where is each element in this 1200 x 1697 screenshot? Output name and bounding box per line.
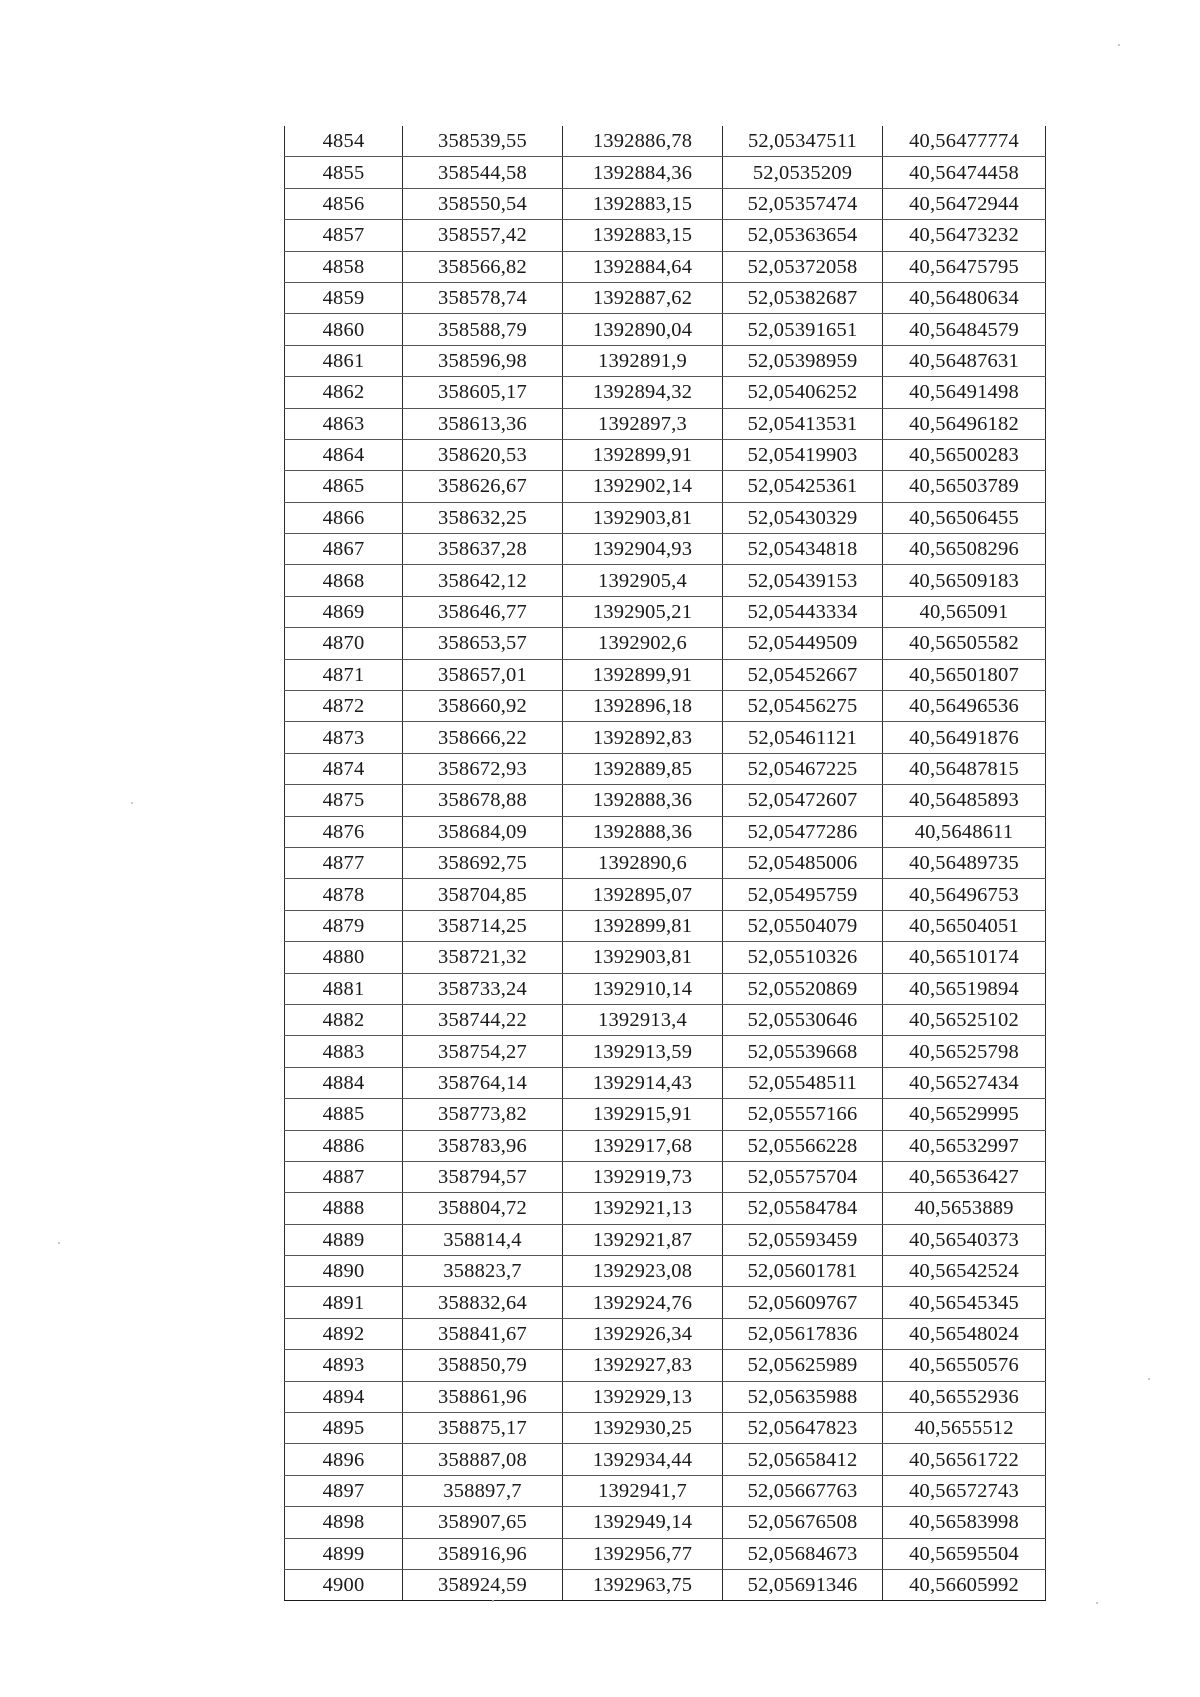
cell-point-number: 4888 xyxy=(285,1193,403,1224)
cell-coord-y: 1392895,07 xyxy=(563,879,723,910)
table-row xyxy=(285,1318,1046,1349)
cell-latitude: 52,05495759 xyxy=(723,879,883,910)
cell-coord-x: 358653,57 xyxy=(403,628,563,659)
cell-coord-y: 1392883,15 xyxy=(563,220,723,251)
table-row xyxy=(285,282,1046,313)
cell-longitude: 40,56510174 xyxy=(883,942,1046,973)
table-row xyxy=(285,596,1046,627)
cell-coord-x: 358814,4 xyxy=(403,1224,563,1255)
cell-coord-y: 1392887,62 xyxy=(563,282,723,313)
cell-latitude: 52,05406252 xyxy=(723,377,883,408)
cell-longitude: 40,56501807 xyxy=(883,659,1046,690)
table-row xyxy=(285,942,1046,973)
cell-point-number: 4900 xyxy=(285,1569,403,1600)
cell-coord-x: 358550,54 xyxy=(403,188,563,219)
table-row xyxy=(285,910,1046,941)
cell-latitude: 52,05601781 xyxy=(723,1256,883,1287)
table-row xyxy=(285,1004,1046,1035)
table-row xyxy=(285,502,1046,533)
cell-coord-y: 1392903,81 xyxy=(563,942,723,973)
cell-coord-x: 358794,57 xyxy=(403,1161,563,1192)
cell-point-number: 4880 xyxy=(285,942,403,973)
cell-longitude: 40,56525798 xyxy=(883,1036,1046,1067)
cell-longitude: 40,56536427 xyxy=(883,1161,1046,1192)
cell-longitude: 40,56504051 xyxy=(883,910,1046,941)
cell-longitude: 40,5655512 xyxy=(883,1413,1046,1444)
table-row xyxy=(285,659,1046,690)
cell-longitude: 40,56503789 xyxy=(883,471,1046,502)
scan-speck xyxy=(1096,1602,1098,1604)
cell-latitude: 52,05584784 xyxy=(723,1193,883,1224)
cell-coord-x: 358714,25 xyxy=(403,910,563,941)
cell-latitude: 52,05617836 xyxy=(723,1318,883,1349)
cell-point-number: 4861 xyxy=(285,345,403,376)
cell-coord-x: 358773,82 xyxy=(403,1099,563,1130)
cell-coord-y: 1392888,36 xyxy=(563,785,723,816)
cell-longitude: 40,56509183 xyxy=(883,565,1046,596)
cell-coord-x: 358620,53 xyxy=(403,439,563,470)
coordinates-table xyxy=(284,126,1046,1601)
cell-longitude: 40,56572743 xyxy=(883,1475,1046,1506)
table-row xyxy=(285,1099,1046,1130)
cell-coord-y: 1392903,81 xyxy=(563,502,723,533)
table-row xyxy=(285,1444,1046,1475)
cell-latitude: 52,05430329 xyxy=(723,502,883,533)
cell-longitude: 40,56491498 xyxy=(883,377,1046,408)
cell-coord-y: 1392899,81 xyxy=(563,910,723,941)
table-row xyxy=(285,1036,1046,1067)
scan-speck xyxy=(492,1600,494,1602)
table-row xyxy=(285,188,1046,219)
cell-coord-x: 358632,25 xyxy=(403,502,563,533)
cell-point-number: 4855 xyxy=(285,157,403,188)
cell-point-number: 4866 xyxy=(285,502,403,533)
cell-point-number: 4879 xyxy=(285,910,403,941)
cell-coord-x: 358861,96 xyxy=(403,1381,563,1412)
cell-longitude: 40,5648611 xyxy=(883,816,1046,847)
cell-latitude: 52,05658412 xyxy=(723,1444,883,1475)
cell-coord-y: 1392892,83 xyxy=(563,722,723,753)
table-row xyxy=(285,471,1046,502)
cell-coord-x: 358578,74 xyxy=(403,282,563,313)
cell-latitude: 52,05520869 xyxy=(723,973,883,1004)
table-row xyxy=(285,1538,1046,1569)
cell-longitude: 40,56485893 xyxy=(883,785,1046,816)
cell-coord-y: 1392897,3 xyxy=(563,408,723,439)
cell-latitude: 52,05439153 xyxy=(723,565,883,596)
cell-point-number: 4865 xyxy=(285,471,403,502)
cell-coord-x: 358557,42 xyxy=(403,220,563,251)
table-row xyxy=(285,1256,1046,1287)
cell-latitude: 52,05477286 xyxy=(723,816,883,847)
cell-coord-y: 1392913,4 xyxy=(563,1004,723,1035)
cell-longitude: 40,56529995 xyxy=(883,1099,1046,1130)
cell-coord-x: 358804,72 xyxy=(403,1193,563,1224)
cell-point-number: 4896 xyxy=(285,1444,403,1475)
cell-coord-x: 358605,17 xyxy=(403,377,563,408)
cell-coord-x: 358646,77 xyxy=(403,596,563,627)
cell-longitude: 40,56473232 xyxy=(883,220,1046,251)
scan-speck xyxy=(58,1242,60,1244)
cell-coord-x: 358539,55 xyxy=(403,126,563,157)
cell-latitude: 52,05467225 xyxy=(723,753,883,784)
cell-point-number: 4860 xyxy=(285,314,403,345)
cell-coord-x: 358907,65 xyxy=(403,1507,563,1538)
cell-longitude: 40,56540373 xyxy=(883,1224,1046,1255)
cell-coord-y: 1392905,21 xyxy=(563,596,723,627)
cell-coord-x: 358642,12 xyxy=(403,565,563,596)
cell-longitude: 40,565091 xyxy=(883,596,1046,627)
cell-coord-x: 358672,93 xyxy=(403,753,563,784)
cell-coord-x: 358887,08 xyxy=(403,1444,563,1475)
cell-point-number: 4874 xyxy=(285,753,403,784)
scan-speck xyxy=(1118,44,1120,46)
cell-longitude: 40,56519894 xyxy=(883,973,1046,1004)
cell-coord-y: 1392919,73 xyxy=(563,1161,723,1192)
cell-longitude: 40,56500283 xyxy=(883,439,1046,470)
cell-latitude: 52,05609767 xyxy=(723,1287,883,1318)
cell-longitude: 40,56527434 xyxy=(883,1067,1046,1098)
cell-longitude: 40,56480634 xyxy=(883,282,1046,313)
cell-longitude: 40,56489735 xyxy=(883,847,1046,878)
cell-coord-x: 358764,14 xyxy=(403,1067,563,1098)
cell-point-number: 4875 xyxy=(285,785,403,816)
cell-latitude: 52,05391651 xyxy=(723,314,883,345)
cell-coord-y: 1392914,43 xyxy=(563,1067,723,1098)
table-row xyxy=(285,1569,1046,1600)
cell-coord-x: 358566,82 xyxy=(403,251,563,282)
cell-coord-y: 1392905,4 xyxy=(563,565,723,596)
cell-longitude: 40,56496182 xyxy=(883,408,1046,439)
cell-latitude: 52,05530646 xyxy=(723,1004,883,1035)
cell-coord-x: 358704,85 xyxy=(403,879,563,910)
table-row xyxy=(285,973,1046,1004)
cell-latitude: 52,05372058 xyxy=(723,251,883,282)
cell-latitude: 52,05684673 xyxy=(723,1538,883,1569)
table-row xyxy=(285,439,1046,470)
cell-coord-x: 358744,22 xyxy=(403,1004,563,1035)
table-row xyxy=(285,1381,1046,1412)
cell-point-number: 4878 xyxy=(285,879,403,910)
cell-coord-y: 1392949,14 xyxy=(563,1507,723,1538)
table-row xyxy=(285,628,1046,659)
cell-coord-x: 358613,36 xyxy=(403,408,563,439)
cell-coord-x: 358721,32 xyxy=(403,942,563,973)
table-row xyxy=(285,126,1046,157)
cell-latitude: 52,05398959 xyxy=(723,345,883,376)
cell-coord-x: 358733,24 xyxy=(403,973,563,1004)
cell-coord-x: 358626,67 xyxy=(403,471,563,502)
cell-latitude: 52,05452667 xyxy=(723,659,883,690)
cell-longitude: 40,56474458 xyxy=(883,157,1046,188)
cell-coord-x: 358660,92 xyxy=(403,691,563,722)
cell-point-number: 4898 xyxy=(285,1507,403,1538)
cell-latitude: 52,05357474 xyxy=(723,188,883,219)
cell-latitude: 52,05461121 xyxy=(723,722,883,753)
cell-point-number: 4897 xyxy=(285,1475,403,1506)
cell-coord-y: 1392924,76 xyxy=(563,1287,723,1318)
cell-point-number: 4862 xyxy=(285,377,403,408)
cell-latitude: 52,05691346 xyxy=(723,1569,883,1600)
cell-point-number: 4857 xyxy=(285,220,403,251)
cell-coord-y: 1392890,04 xyxy=(563,314,723,345)
table-row xyxy=(285,1507,1046,1538)
cell-coord-x: 358678,88 xyxy=(403,785,563,816)
cell-coord-x: 358684,09 xyxy=(403,816,563,847)
cell-coord-y: 1392956,77 xyxy=(563,1538,723,1569)
table-row xyxy=(285,377,1046,408)
cell-point-number: 4873 xyxy=(285,722,403,753)
cell-coord-y: 1392913,59 xyxy=(563,1036,723,1067)
cell-coord-x: 358754,27 xyxy=(403,1036,563,1067)
cell-point-number: 4856 xyxy=(285,188,403,219)
table-row xyxy=(285,1287,1046,1318)
cell-coord-y: 1392894,32 xyxy=(563,377,723,408)
table-row xyxy=(285,314,1046,345)
cell-point-number: 4859 xyxy=(285,282,403,313)
cell-coord-y: 1392904,93 xyxy=(563,534,723,565)
table-row xyxy=(285,1475,1046,1506)
cell-coord-y: 1392886,78 xyxy=(563,126,723,157)
cell-latitude: 52,05419903 xyxy=(723,439,883,470)
cell-latitude: 52,05593459 xyxy=(723,1224,883,1255)
cell-point-number: 4887 xyxy=(285,1161,403,1192)
cell-longitude: 40,56487815 xyxy=(883,753,1046,784)
cell-coord-y: 1392896,18 xyxy=(563,691,723,722)
cell-longitude: 40,56472944 xyxy=(883,188,1046,219)
table-row xyxy=(285,1350,1046,1381)
cell-coord-y: 1392890,6 xyxy=(563,847,723,878)
cell-latitude: 52,05566228 xyxy=(723,1130,883,1161)
cell-point-number: 4893 xyxy=(285,1350,403,1381)
cell-point-number: 4863 xyxy=(285,408,403,439)
cell-coord-x: 358692,75 xyxy=(403,847,563,878)
cell-coord-y: 1392923,08 xyxy=(563,1256,723,1287)
cell-coord-y: 1392902,14 xyxy=(563,471,723,502)
cell-longitude: 40,56605992 xyxy=(883,1569,1046,1600)
cell-point-number: 4870 xyxy=(285,628,403,659)
cell-coord-y: 1392899,91 xyxy=(563,439,723,470)
cell-coord-x: 358897,7 xyxy=(403,1475,563,1506)
cell-longitude: 40,56496753 xyxy=(883,879,1046,910)
cell-latitude: 52,05539668 xyxy=(723,1036,883,1067)
cell-coord-x: 358588,79 xyxy=(403,314,563,345)
cell-longitude: 40,56487631 xyxy=(883,345,1046,376)
cell-latitude: 52,05456275 xyxy=(723,691,883,722)
cell-latitude: 52,05382687 xyxy=(723,282,883,313)
table-row xyxy=(285,879,1046,910)
cell-latitude: 52,05676508 xyxy=(723,1507,883,1538)
table-row xyxy=(285,1161,1046,1192)
cell-coord-y: 1392941,7 xyxy=(563,1475,723,1506)
table-row xyxy=(285,220,1046,251)
cell-longitude: 40,56475795 xyxy=(883,251,1046,282)
cell-point-number: 4876 xyxy=(285,816,403,847)
cell-longitude: 40,56496536 xyxy=(883,691,1046,722)
cell-point-number: 4881 xyxy=(285,973,403,1004)
cell-longitude: 40,56525102 xyxy=(883,1004,1046,1035)
cell-latitude: 52,05667763 xyxy=(723,1475,883,1506)
cell-latitude: 52,05557166 xyxy=(723,1099,883,1130)
cell-longitude: 40,56595504 xyxy=(883,1538,1046,1569)
cell-longitude: 40,56552936 xyxy=(883,1381,1046,1412)
cell-longitude: 40,56508296 xyxy=(883,534,1046,565)
cell-longitude: 40,56477774 xyxy=(883,126,1046,157)
cell-longitude: 40,56491876 xyxy=(883,722,1046,753)
cell-coord-x: 358637,28 xyxy=(403,534,563,565)
cell-coord-x: 358841,67 xyxy=(403,1318,563,1349)
scan-speck xyxy=(1148,1378,1150,1380)
cell-latitude: 52,05504079 xyxy=(723,910,883,941)
cell-coord-y: 1392888,36 xyxy=(563,816,723,847)
cell-longitude: 40,56548024 xyxy=(883,1318,1046,1349)
cell-point-number: 4891 xyxy=(285,1287,403,1318)
cell-longitude: 40,56505582 xyxy=(883,628,1046,659)
coordinates-table-body xyxy=(285,126,1046,1601)
cell-point-number: 4895 xyxy=(285,1413,403,1444)
table-row xyxy=(285,1130,1046,1161)
cell-longitude: 40,56545345 xyxy=(883,1287,1046,1318)
table-row xyxy=(285,722,1046,753)
cell-latitude: 52,05548511 xyxy=(723,1067,883,1098)
table-row xyxy=(285,408,1046,439)
cell-coord-y: 1392884,36 xyxy=(563,157,723,188)
cell-coord-x: 358875,17 xyxy=(403,1413,563,1444)
cell-latitude: 52,0535209 xyxy=(723,157,883,188)
cell-longitude: 40,56484579 xyxy=(883,314,1046,345)
cell-coord-y: 1392921,13 xyxy=(563,1193,723,1224)
cell-coord-y: 1392883,15 xyxy=(563,188,723,219)
cell-coord-x: 358666,22 xyxy=(403,722,563,753)
table-row xyxy=(285,251,1046,282)
cell-latitude: 52,05575704 xyxy=(723,1161,883,1192)
cell-longitude: 40,56506455 xyxy=(883,502,1046,533)
cell-latitude: 52,05425361 xyxy=(723,471,883,502)
table-row xyxy=(285,1193,1046,1224)
cell-latitude: 52,05413531 xyxy=(723,408,883,439)
cell-coord-x: 358783,96 xyxy=(403,1130,563,1161)
table-row xyxy=(285,345,1046,376)
cell-coord-x: 358544,58 xyxy=(403,157,563,188)
cell-coord-x: 358850,79 xyxy=(403,1350,563,1381)
table-row xyxy=(285,753,1046,784)
cell-point-number: 4883 xyxy=(285,1036,403,1067)
table-row xyxy=(285,565,1046,596)
cell-coord-y: 1392926,34 xyxy=(563,1318,723,1349)
cell-point-number: 4868 xyxy=(285,565,403,596)
cell-point-number: 4867 xyxy=(285,534,403,565)
cell-latitude: 52,05434818 xyxy=(723,534,883,565)
table-row xyxy=(285,157,1046,188)
cell-point-number: 4869 xyxy=(285,596,403,627)
cell-coord-y: 1392921,87 xyxy=(563,1224,723,1255)
cell-point-number: 4885 xyxy=(285,1099,403,1130)
cell-point-number: 4894 xyxy=(285,1381,403,1412)
cell-coord-y: 1392929,13 xyxy=(563,1381,723,1412)
cell-latitude: 52,05449509 xyxy=(723,628,883,659)
cell-coord-y: 1392915,91 xyxy=(563,1099,723,1130)
cell-point-number: 4864 xyxy=(285,439,403,470)
cell-coord-x: 358832,64 xyxy=(403,1287,563,1318)
cell-point-number: 4877 xyxy=(285,847,403,878)
table-row xyxy=(285,816,1046,847)
cell-longitude: 40,56550576 xyxy=(883,1350,1046,1381)
cell-latitude: 52,05472607 xyxy=(723,785,883,816)
cell-point-number: 4899 xyxy=(285,1538,403,1569)
cell-point-number: 4871 xyxy=(285,659,403,690)
cell-point-number: 4889 xyxy=(285,1224,403,1255)
cell-latitude: 52,05635988 xyxy=(723,1381,883,1412)
cell-coord-y: 1392884,64 xyxy=(563,251,723,282)
cell-coord-x: 358823,7 xyxy=(403,1256,563,1287)
cell-longitude: 40,5653889 xyxy=(883,1193,1046,1224)
cell-coord-x: 358596,98 xyxy=(403,345,563,376)
cell-point-number: 4872 xyxy=(285,691,403,722)
cell-point-number: 4854 xyxy=(285,126,403,157)
cell-coord-y: 1392889,85 xyxy=(563,753,723,784)
cell-longitude: 40,56583998 xyxy=(883,1507,1046,1538)
cell-coord-x: 358916,96 xyxy=(403,1538,563,1569)
cell-point-number: 4892 xyxy=(285,1318,403,1349)
cell-longitude: 40,56561722 xyxy=(883,1444,1046,1475)
table-row xyxy=(285,785,1046,816)
cell-coord-x: 358924,59 xyxy=(403,1569,563,1600)
table-row xyxy=(285,534,1046,565)
cell-point-number: 4890 xyxy=(285,1256,403,1287)
cell-coord-y: 1392963,75 xyxy=(563,1569,723,1600)
table-row xyxy=(285,1413,1046,1444)
cell-coord-y: 1392930,25 xyxy=(563,1413,723,1444)
cell-point-number: 4882 xyxy=(285,1004,403,1035)
cell-coord-x: 358657,01 xyxy=(403,659,563,690)
cell-coord-y: 1392934,44 xyxy=(563,1444,723,1475)
cell-coord-y: 1392927,83 xyxy=(563,1350,723,1381)
cell-latitude: 52,05510326 xyxy=(723,942,883,973)
cell-latitude: 52,05443334 xyxy=(723,596,883,627)
cell-latitude: 52,05485006 xyxy=(723,847,883,878)
cell-latitude: 52,05625989 xyxy=(723,1350,883,1381)
table-row xyxy=(285,847,1046,878)
cell-latitude: 52,05347511 xyxy=(723,126,883,157)
scan-speck xyxy=(131,802,133,804)
table-row xyxy=(285,1224,1046,1255)
cell-latitude: 52,05647823 xyxy=(723,1413,883,1444)
cell-coord-y: 1392902,6 xyxy=(563,628,723,659)
cell-point-number: 4858 xyxy=(285,251,403,282)
table-row xyxy=(285,691,1046,722)
cell-coord-y: 1392910,14 xyxy=(563,973,723,1004)
cell-longitude: 40,56532997 xyxy=(883,1130,1046,1161)
cell-point-number: 4886 xyxy=(285,1130,403,1161)
table-row xyxy=(285,1067,1046,1098)
cell-latitude: 52,05363654 xyxy=(723,220,883,251)
cell-coord-y: 1392891,9 xyxy=(563,345,723,376)
cell-coord-y: 1392917,68 xyxy=(563,1130,723,1161)
cell-coord-y: 1392899,91 xyxy=(563,659,723,690)
cell-point-number: 4884 xyxy=(285,1067,403,1098)
cell-longitude: 40,56542524 xyxy=(883,1256,1046,1287)
